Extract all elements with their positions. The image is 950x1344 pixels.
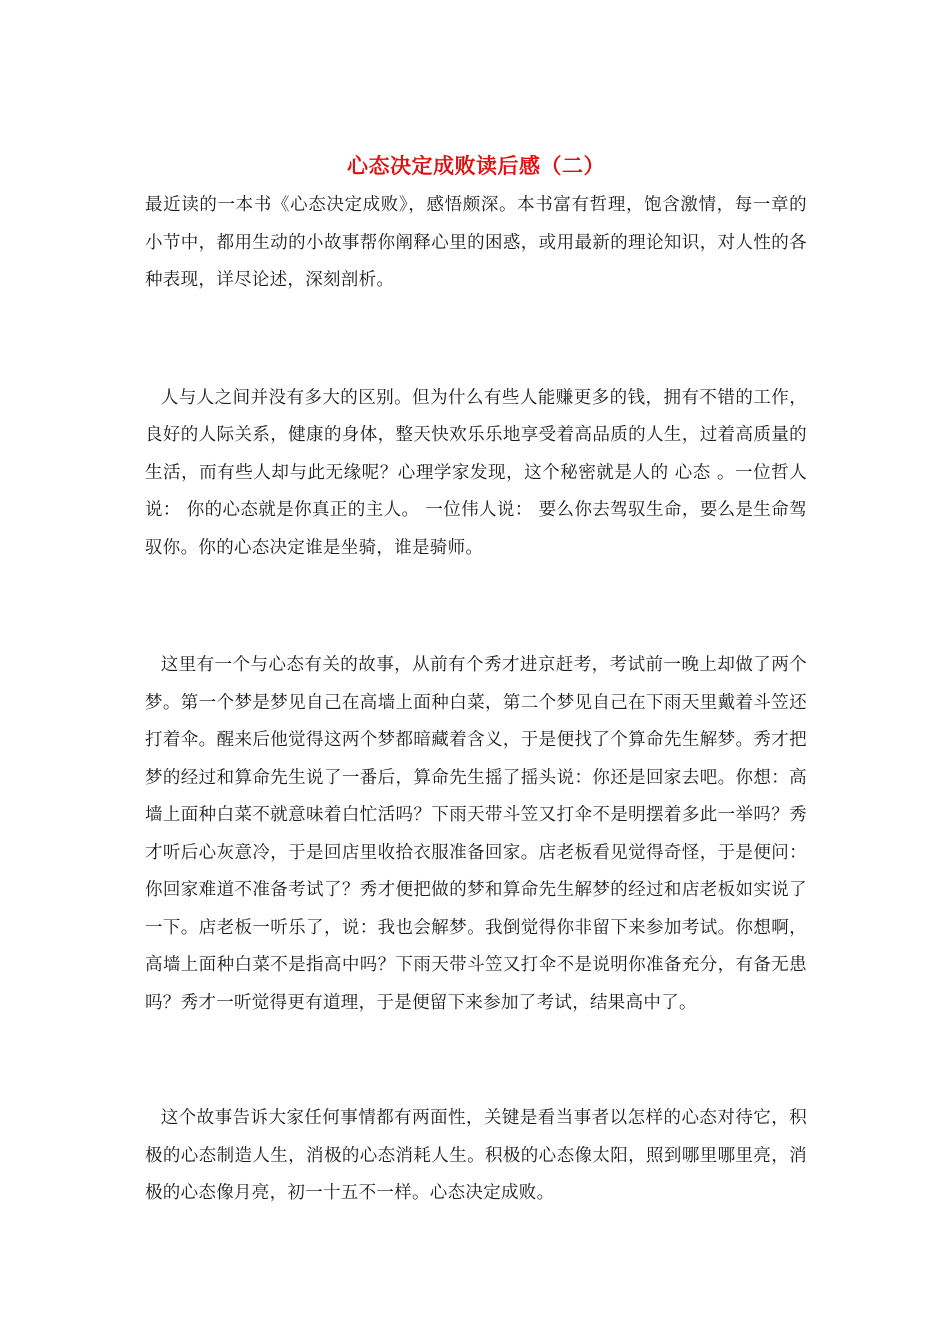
paragraph-story: 这里有一个与心态有关的故事，从前有个秀才进京赶考，考试前一晚上却做了两个梦。第一个梦是梦见自己在高墙上面种白菜，第二个梦见自己在下雨天里戴着斗笠还打着伞。醒来后他觉得这两个梦都暗藏着含义，于是便找了个算命先生解梦。秀才把梦的经过和算命先生说了一番后，算命先生摇了摇头说：你还是回家去吧。你想：高墙上面种白菜不就意味着白忙活吗？下雨天带斗笠又打伞不是明摆着多此一举吗？秀才听后心灰意冷，于是回店里收拾衣服准备回家。店老板看见觉得奇怪，于是便问：你回家难道不准备考试了？秀才便把做的梦和算命先生解梦的经过和店老板如实说了一下。店老板一听乐了，说：我也会解梦。我倒觉得你非留下来参加考试。你想啊，高墙上面种白菜不是指高中吗？下雨天带斗笠又打伞不是说明你准备充分，有备无患吗？秀才一听觉得更有道理，于是便留下来参加了考试，结果高中了。 (145, 655, 807, 1013)
paragraph-mindset: 人与人之间并没有多大的区别。但为什么有些人能赚更多的钱，拥有不错的工作，良好的人际关系，健康的身体，整天快欢乐乐地享受着高品质的人生，过着高质量的生活，而有些人却与此无缘呢？心理学家发现，这个秘密就是人的 心态 。一位哲人说： 你的心态就是你真正的主人。 一位伟人说： 要么你去驾驭生命，要么是生命驾驭你。你的心态决定谁是坐骑，谁是骑师。 (145, 387, 807, 558)
document-title: 心态决定成败读后感（二） (347, 153, 605, 178)
document-page (145, 148, 807, 1213)
paragraph-conclusion: 这个故事告诉大家任何事情都有两面性，关键是看当事者以怎样的心态对待它，积极的心态制造人生，消极的心态消耗人生。积极的心态像太阳，照到哪里哪里亮，消极的心态像月亮，初一十五不一样。心态决定成败。 (145, 1108, 807, 1203)
paragraph-intro: 最近读的一本书《心态决定成败》，感悟颇深。本书富有哲理，饱含激情，每一章的小节中，都用生动的小故事帮你阐释心里的困惑，或用最新的理论知识，对人性的各种表现，详尽论述，深刻剖析。 (145, 195, 807, 290)
